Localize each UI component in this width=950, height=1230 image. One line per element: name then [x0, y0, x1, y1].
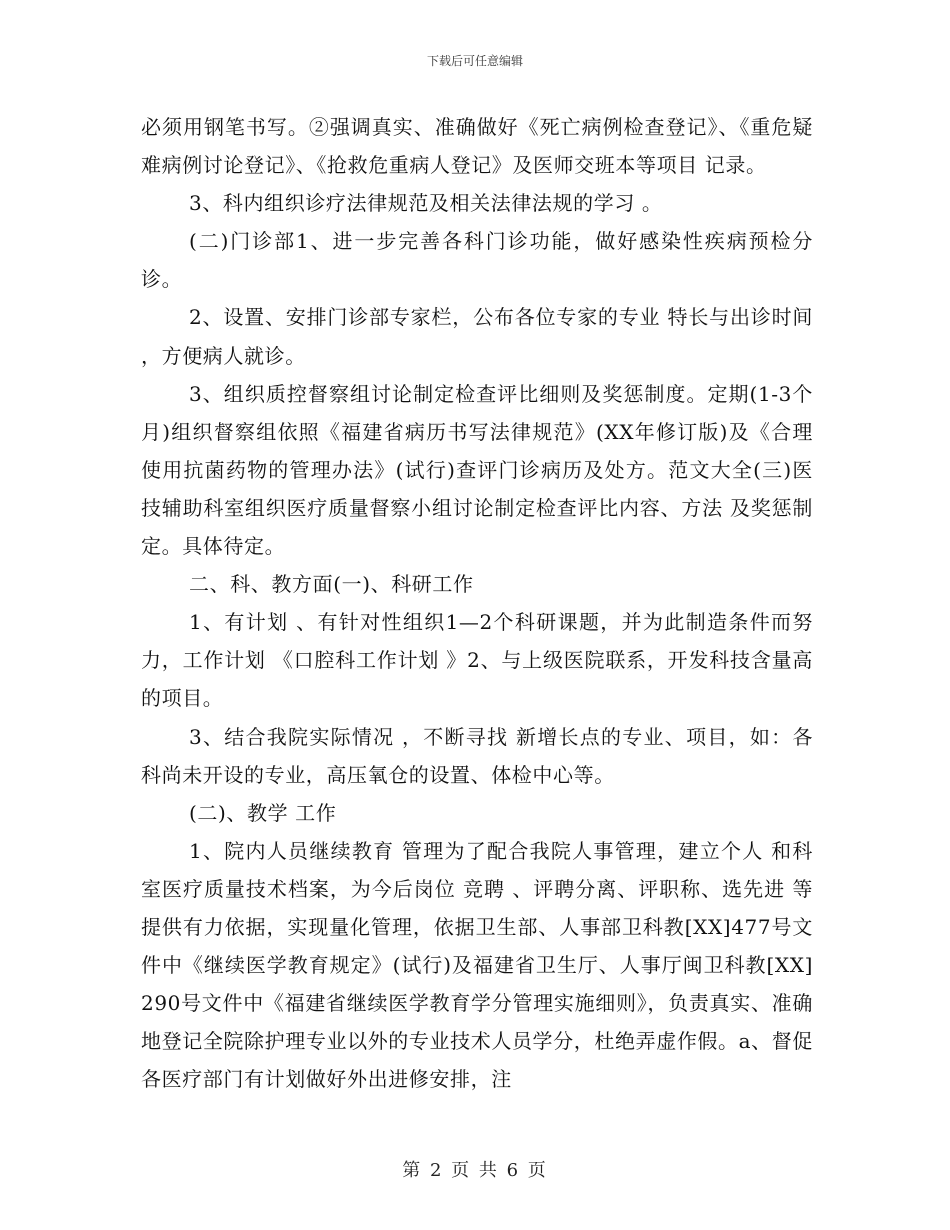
page-header: 下载后可任意编辑	[426, 54, 523, 68]
paragraph-1: 必须用钢笔书写。②强调真实、准确做好《死亡病例检查登记》、《重危疑难病例讨论登记》、《抢救危重病人登记》及医师交班本等项目 记录。	[141, 115, 813, 178]
paragraph-6: 1、有计划 、有针对性组织1—2个科研课题，并为此制造条件而努力，工作计划 《口腔科工作计划 》2、与上级医院联系，开发科技含量高的项目。	[141, 610, 813, 711]
document-body	[141, 108, 813, 1098]
paragraph-7: 3、结合我院实际情况 ，不断寻找 新增长点的专业、项目，如：各科尚未开设的专业，高压氧仓的设置、体检中心等。	[141, 724, 813, 787]
page-number-footer: 第 2 页 共 6 页	[402, 1160, 548, 1181]
paragraph-8: 1、院内人员继续教育 管理为了配合我院人事管理，建立个人 和科室医疗质量技术档案，为今后岗位 竞聘 、评聘分离、评职称、选先进 等提供有力依据，实现量化管理，依据卫生部、人事部卫科教[XX]477号文件中《继续医学教育规定》(试行)及福建省卫生厅、人事厅闽卫科教[XX]290号文件中《福建省继续医学教育学分管理实施细则》，负责真实、准确地登记全院除护理专业以外的专业技术人员学分，杜绝弄虚作假。a、督促各医疗部门有计划做好外出进修安排，注	[141, 838, 813, 1092]
paragraph-5: 3、组织质控督察组讨论制定检查评比细则及奖惩制度。定期(1-3个月)组织督察组依照《福建省病历书写法律规范》(XX年修订版)及《合理使用抗菌药物的管理办法》(试行)查评门诊病历及处方。范文大全(三)医技辅助科室组织医疗质量督察小组讨论制定检查评比内容、方法 及奖惩制定。具体待定。	[141, 381, 813, 559]
section-heading-teaching: (二)、教学 工作	[189, 800, 337, 825]
section-heading-research: 二、科、教方面(一)、科研工作	[189, 572, 474, 597]
paragraph-3: (二)门诊部1、进一步完善各科门诊功能，做好感染性疾病预检分诊。	[141, 229, 813, 292]
paragraph-2: 3、科内组织诊疗法律规范及相关法律法规的学习 。	[189, 191, 663, 216]
paragraph-4: 2、设置、安排门诊部专家栏，公布各位专家的专业 特长与出诊时间 ，方便病人就诊。	[141, 305, 813, 368]
